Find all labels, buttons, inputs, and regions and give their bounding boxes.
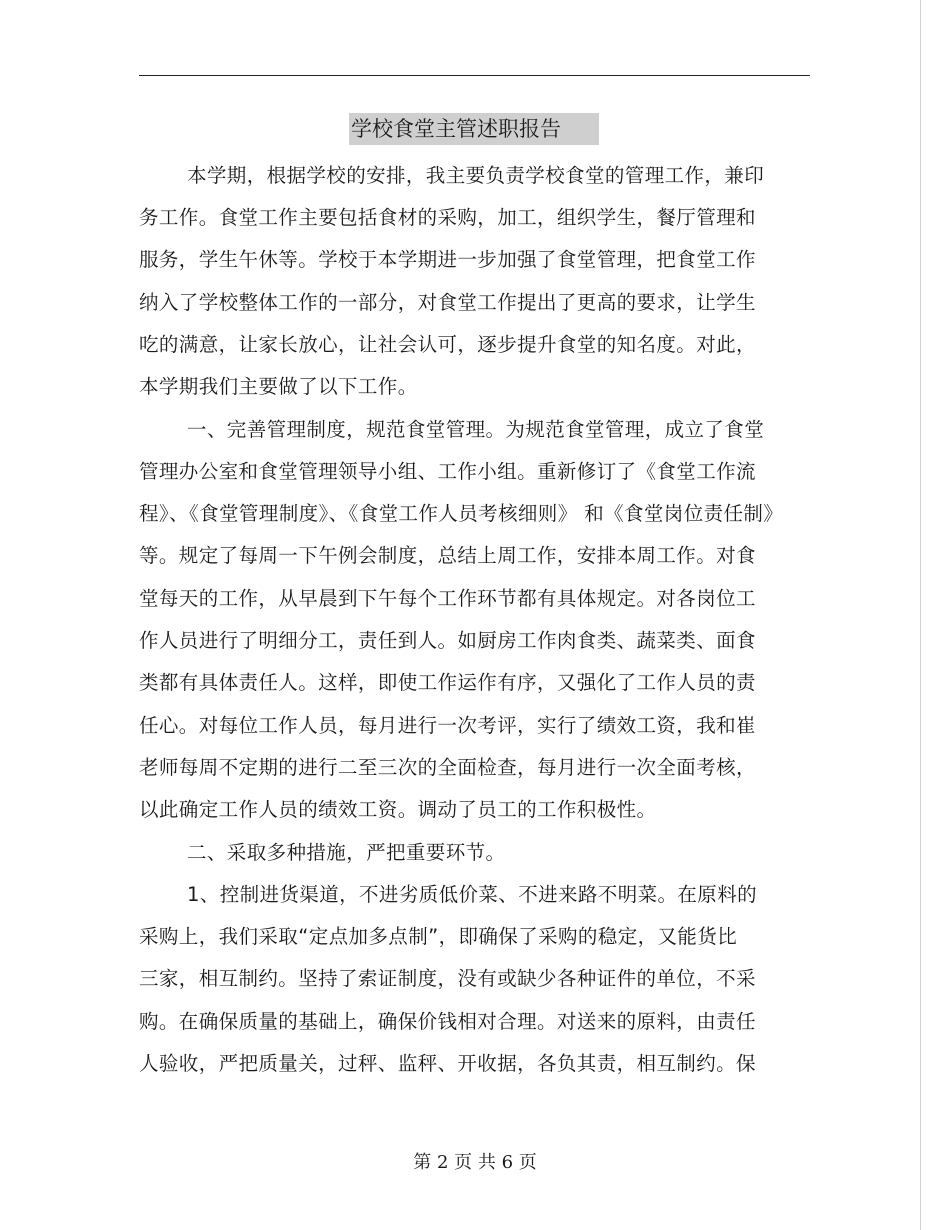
paragraph-line: 类都有具体责任人。这样，即使工作运作有序，又强化了工作人员的责 [139,671,756,694]
paragraph-line: 纳入了学校整体工作的一部分，对食堂工作提出了更高的要求，让学生 [139,291,756,314]
paragraph-line: 一、完善管理制度，规范食堂管理。为规范食堂管理，成立了食堂 [187,418,765,441]
paragraph-line: 以此确定工作人员的绩效工资。调动了员工的工作积极性。 [139,798,657,821]
paragraph-line: 老师每周不定期的进行二至三次的全面检查，每月进行一次全面考核， [139,756,756,779]
paragraph-line: 采购上，我们采取“定点加多点制”，即确保了采购的稳定，又能货比 [139,925,738,948]
paragraph-line: 服务，学生午休等。学校于本学期进一步加强了食堂管理，把食堂工作 [139,248,756,271]
paragraph-line: 吃的满意，让家长放心，让社会认可，逐步提升食堂的知名度。对此， [139,333,756,356]
paragraph-line: 管理办公室和食堂管理领导小组、工作小组。重新修订了《食堂工作流 [139,460,756,483]
paragraph-line: 程》、《食堂管理制度》、《食堂工作人员考核细则》 和《食堂岗位责任制》 [139,502,784,525]
paragraph-line: 务工作。食堂工作主要包括食材的采购，加工，组织学生，餐厅管理和 [139,206,756,229]
document-title: 学校食堂主管述职报告 [349,113,599,145]
paragraph-line: 任心。对每位工作人员，每月进行一次考评，实行了绩效工资，我和崔 [139,714,756,737]
section-heading: 二、采取多种措施，严把重要环节。 [187,841,506,864]
paragraph-line: 人验收，严把质量关，过秤、监秤、开收据，各负其责，相互制约。保 [139,1052,756,1075]
paragraph-line: 本学期，根据学校的安排，我主要负责学校食堂的管理工作，兼印 [187,164,765,187]
paragraph-line: 1、控制进货渠道，不进劣质低价菜、不进来路不明菜。在原料的 [187,883,758,906]
paragraph-line: 作人员进行了明细分工，责任到人。如厨房工作肉食类、蔬菜类、面食 [139,629,756,652]
header-rule [139,75,810,76]
paragraph-line: 三家，相互制约。坚持了索证制度，没有或缺少各种证件的单位，不采 [139,967,756,990]
page-number: 第 2 页 共 6 页 [413,1152,537,1173]
page-edge-divider [920,0,921,1230]
paragraph-line: 堂每天的工作，从早晨到下午每个工作环节都有具体规定。对各岗位工 [139,587,756,610]
paragraph-line: 购。在确保质量的基础上，确保价钱相对合理。对送来的原料，由责任 [139,1010,756,1033]
paragraph-line: 等。规定了每周一下午例会制度，总结上周工作，安排本周工作。对食 [139,544,756,567]
paragraph-line: 本学期我们主要做了以下工作。 [139,375,418,398]
